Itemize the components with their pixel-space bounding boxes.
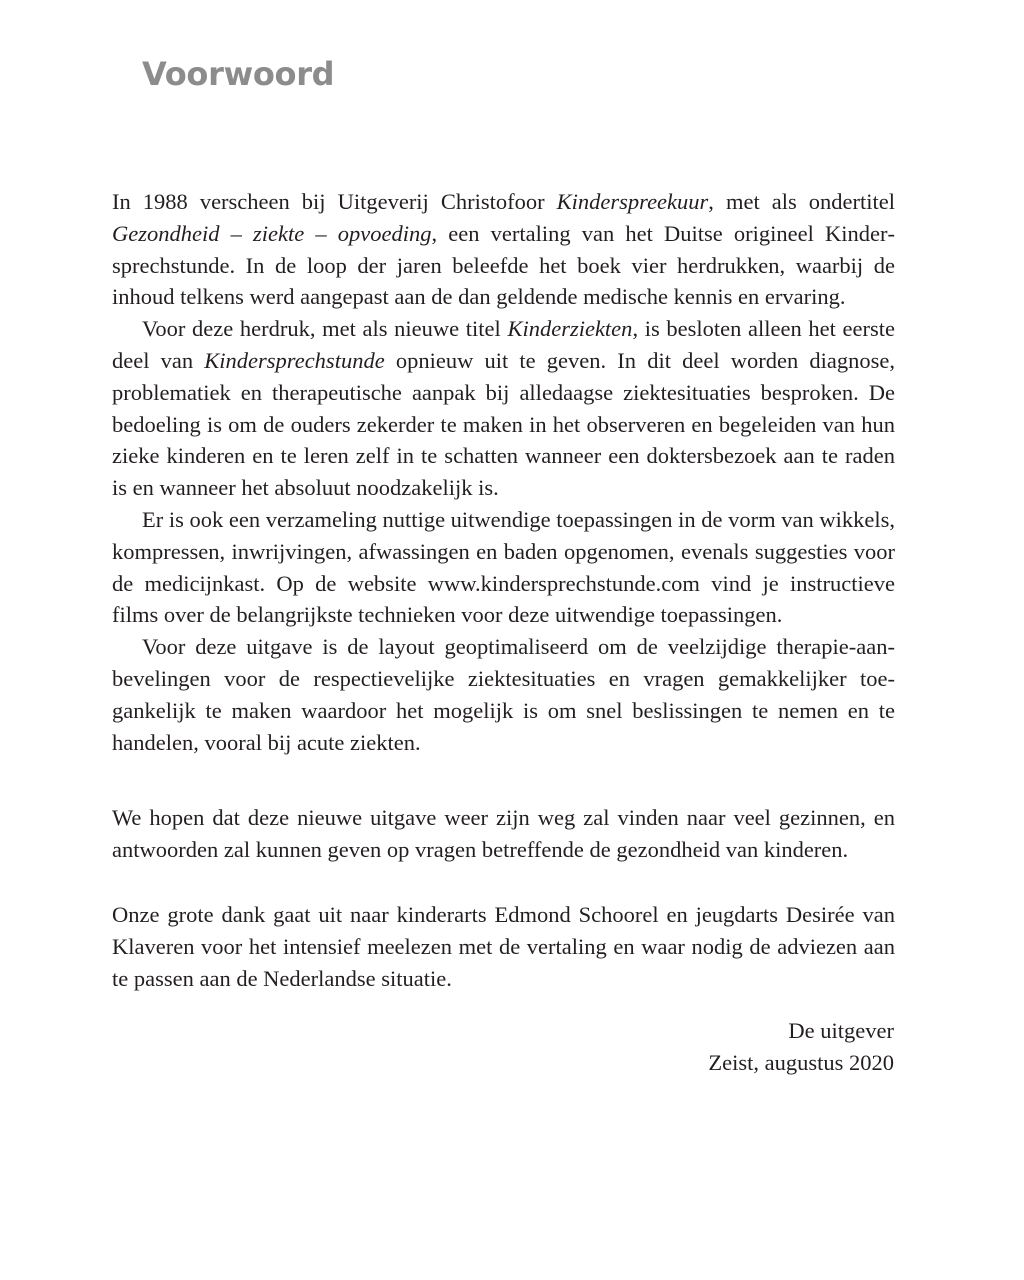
paragraph-1-text-3: , een vertaling van het Duitse origineel Kindersprechstunde. In de loop der jaren beleefde het boek vier herdrukken, waarbij de inhoud telkens werd aangepast aan de dan geldende medische kennis en ervaring. — [112, 220, 895, 310]
page-title: Voorwoord — [142, 55, 335, 93]
paragraph-2 — [112, 313, 895, 504]
title-kindersprechstunde: Kindersprechstunde — [204, 347, 385, 373]
title-kinderziekten: Kinderziekten — [507, 316, 633, 342]
paragraph-2-text-2: , is besloten alleen het eerste deel van — [112, 316, 895, 373]
signature-author: De uitgever — [788, 1018, 894, 1043]
signature-block — [708, 1015, 894, 1079]
paragraph-4: Voor deze uitgave is de layout geoptimaliseerd om de veelzijdige therapie-aanbevelingen voor de respectievelijke ziektesituaties en vragen gemakkelijker toegankelijk te maken waardoor het mogelijk is om snel beslissingen te nemen en te handelen, vooral bij acute ziekten. — [112, 634, 895, 755]
signature-place-date: Zeist, augustus 2020 — [708, 1049, 894, 1075]
paragraph-5: We hopen dat deze nieuwe uitgave weer zijn weg zal vinden naar veel gezinnen, en antwoorden zal kunnen geven op vragen betreffende de gezondheid van kinderen. — [112, 805, 895, 862]
paragraph-1 — [112, 186, 895, 313]
subtitle-gezondheid: Gezondheid – ziekte – opvoeding — [112, 220, 432, 246]
paragraph-2-text-1: Voor deze herdruk, met als nieuwe titel — [142, 316, 508, 342]
paragraph-2-text-3: opnieuw uit te geven. In dit deel worden diagnose, problematiek en therapeutische aanpak bij alledaagse ziektesituaties besproken. De bedoeling is om de ouders zekerder te maken in het observeren en begeleiden van hun zieke kinderen en te leren zelf in te schatten wanneer een doktersbezoek aan te raden is en wanneer het absoluut noodzakelijk is. — [112, 347, 895, 501]
paragraph-1-text-1: In 1988 verscheen bij Uitgeverij Christofoor — [112, 189, 557, 214]
acknowledgement-text-block — [112, 899, 895, 994]
paragraph-1-text-2: , met als ondertitel — [708, 189, 895, 214]
paragraph-3: Er is ook een verzameling nuttige uitwendige toepassingen in de vorm van wikkels, kompressen, inwrijvingen, afwassingen en baden opgenomen, evenals suggesties voor de medicijnkast. Op de website www.kindersprechstunde.com vind je instructieve films over de belangrijkste technieken voor deze uitwendige toepassingen. — [112, 506, 895, 628]
title-kinderspreekuur: Kinderspreekuur — [556, 189, 709, 214]
paragraph-6: Onze grote dank gaat uit naar kinderarts Edmond Schoorel en jeugdarts Desirée van Klaveren voor het intensief meelezen met de vertaling en waar nodig de adviezen aan te passen aan de Nederlandse situatie. — [112, 902, 895, 991]
main-text-block — [112, 186, 895, 758]
closing-text-block — [112, 802, 895, 866]
